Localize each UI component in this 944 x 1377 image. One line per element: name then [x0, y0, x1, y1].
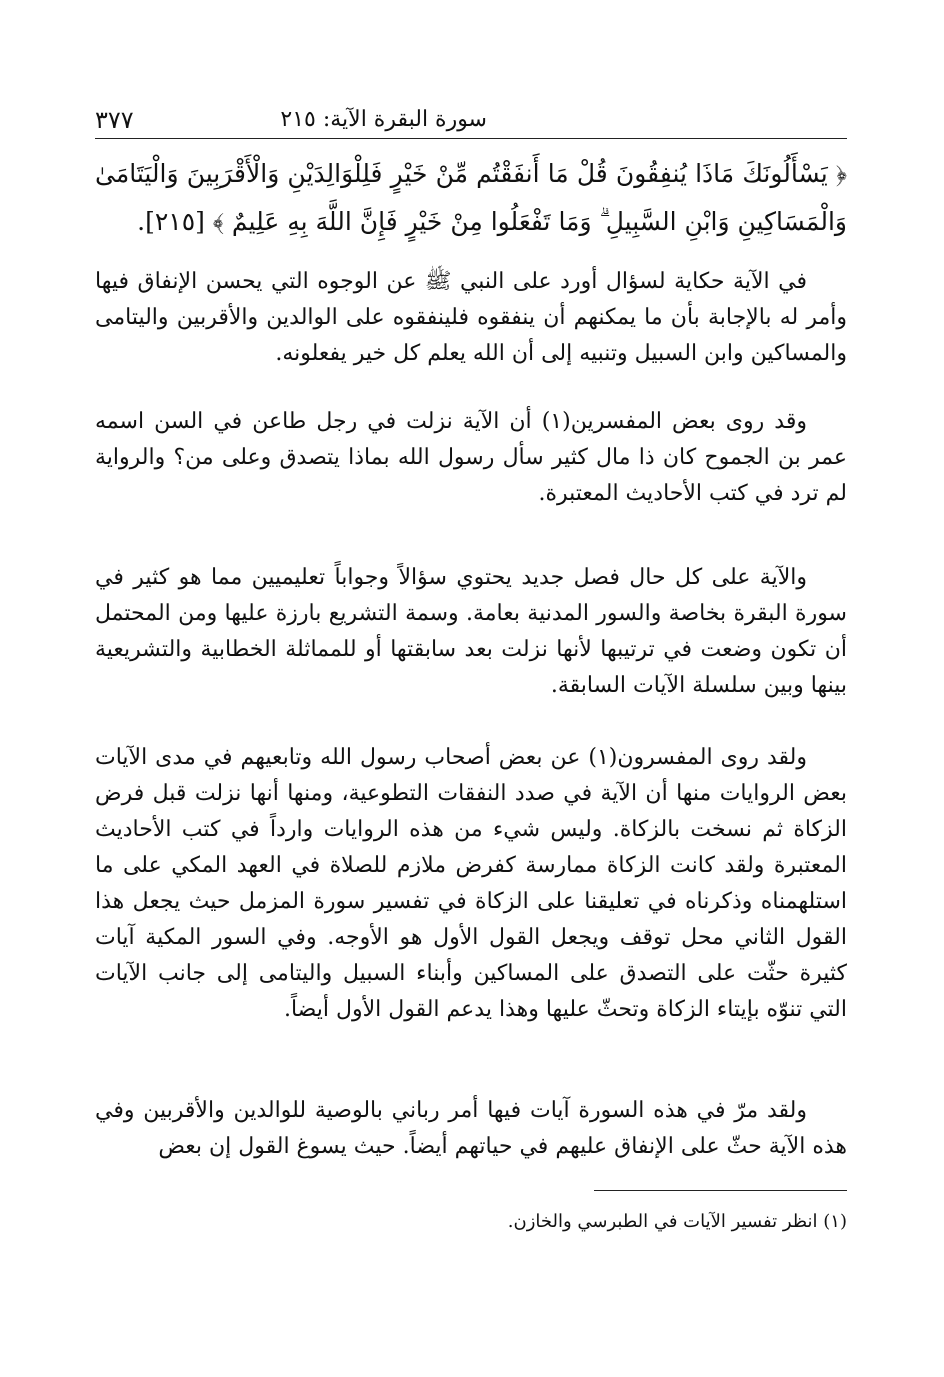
footnote: (١) انظر تفسير الآيات في الطبرسي والخازن.	[507, 1211, 847, 1232]
paragraph-2: وقد روى بعض المفسرين(١) أن الآية نزلت في رجل طاعن في السن اسمه عمر بن الجموح كان ذا مال كثير سأل رسول الله بماذا يتصدق وعلى من؟ والرواية لم ترد في كتب الأحاديث المعتبرة.	[95, 409, 847, 506]
quran-verse: ﴿ يَسْأَلُونَكَ مَاذَا يُنفِقُونَ قُلْ مَا أَنفَقْتُم مِّنْ خَيْرٍ فَلِلْوَالِدَيْنِ وَالْأَقْرَبِينَ وَالْيَتَامَىٰ وَالْمَسَاكِينِ وَابْنِ السَّبِيلِ ۗ وَمَا تَفْعَلُوا مِنْ خَيْرٍ فَإِنَّ اللَّهَ بِهِ عَلِيمٌ ﴾ [٢١٥].	[95, 159, 847, 236]
footnote-divider	[594, 1190, 847, 1191]
running-title: سورة البقرة الآية: ٢١٥	[280, 107, 487, 132]
paragraph-5: ولقد مرّ في هذه السورة آيات فيها أمر رباني بالوصية للوالدين والأقربين وفي هذه الآية حثّ على الإنفاق عليهم في حياتهم أيضاً. حيث يسوغ القول إن بعض	[95, 1098, 847, 1159]
paragraph-3: والآية على كل حال فصل جديد يحتوي سؤالاً وجواباً تعليميين مما هو كثير في سورة البقرة بخاصة والسور المدنية بعامة. وسمة التشريع بارزة عليها ومن المحتمل أن تكون وضعت في ترتيبها لأنها نزلت بعد سابقتها أو للمماثلة الخطابية والتشريعية بينها وبين سلسلة الآيات السابقة.	[95, 565, 847, 698]
page-number: ٣٧٧	[95, 106, 134, 134]
paragraph-1: في الآية حكاية لسؤال أورد على النبي ﷺ عن الوجوه التي يحسن الإنفاق فيها وأمر له بالإجابة بأن ما يمكنهم أن ينفقوه فلينفقوه على الوالدين والأقربين واليتامى والمساكين وابن السبيل وتنبيه إلى أن الله يعلم كل خير يفعلونه.	[95, 269, 847, 366]
page-header	[95, 96, 847, 139]
paragraph-4: ولقد روى المفسرون(١) عن بعض أصحاب رسول الله وتابعيهم في مدى الآيات بعض الروايات منها أن الآية في صدد النفقات التطوعية، ومنها أنها نزلت قبل فرض الزكاة ثم نسخت بالزكاة. وليس شيء من هذه الروايات وارداً في كتب الأحاديث المعتبرة ولقد كانت الزكاة ممارسة كفرض ملازم للصلاة في العهد المكي على ما استلهمناه وذكرناه في تعليقنا على الزكاة في تفسير سورة المزمل حيث يجعل هذا القول الثاني محل توقف ويجعل القول الأول هو الأوجه. وفي السور المكية آيات كثيرة حثّت على التصدق على المساكين وأبناء السبيل واليتامى إلى جانب الآيات التي تنوّه بإيتاء الزكاة وتحثّ عليها وهذا يدعم القول الأول أيضاً.	[95, 745, 847, 1022]
